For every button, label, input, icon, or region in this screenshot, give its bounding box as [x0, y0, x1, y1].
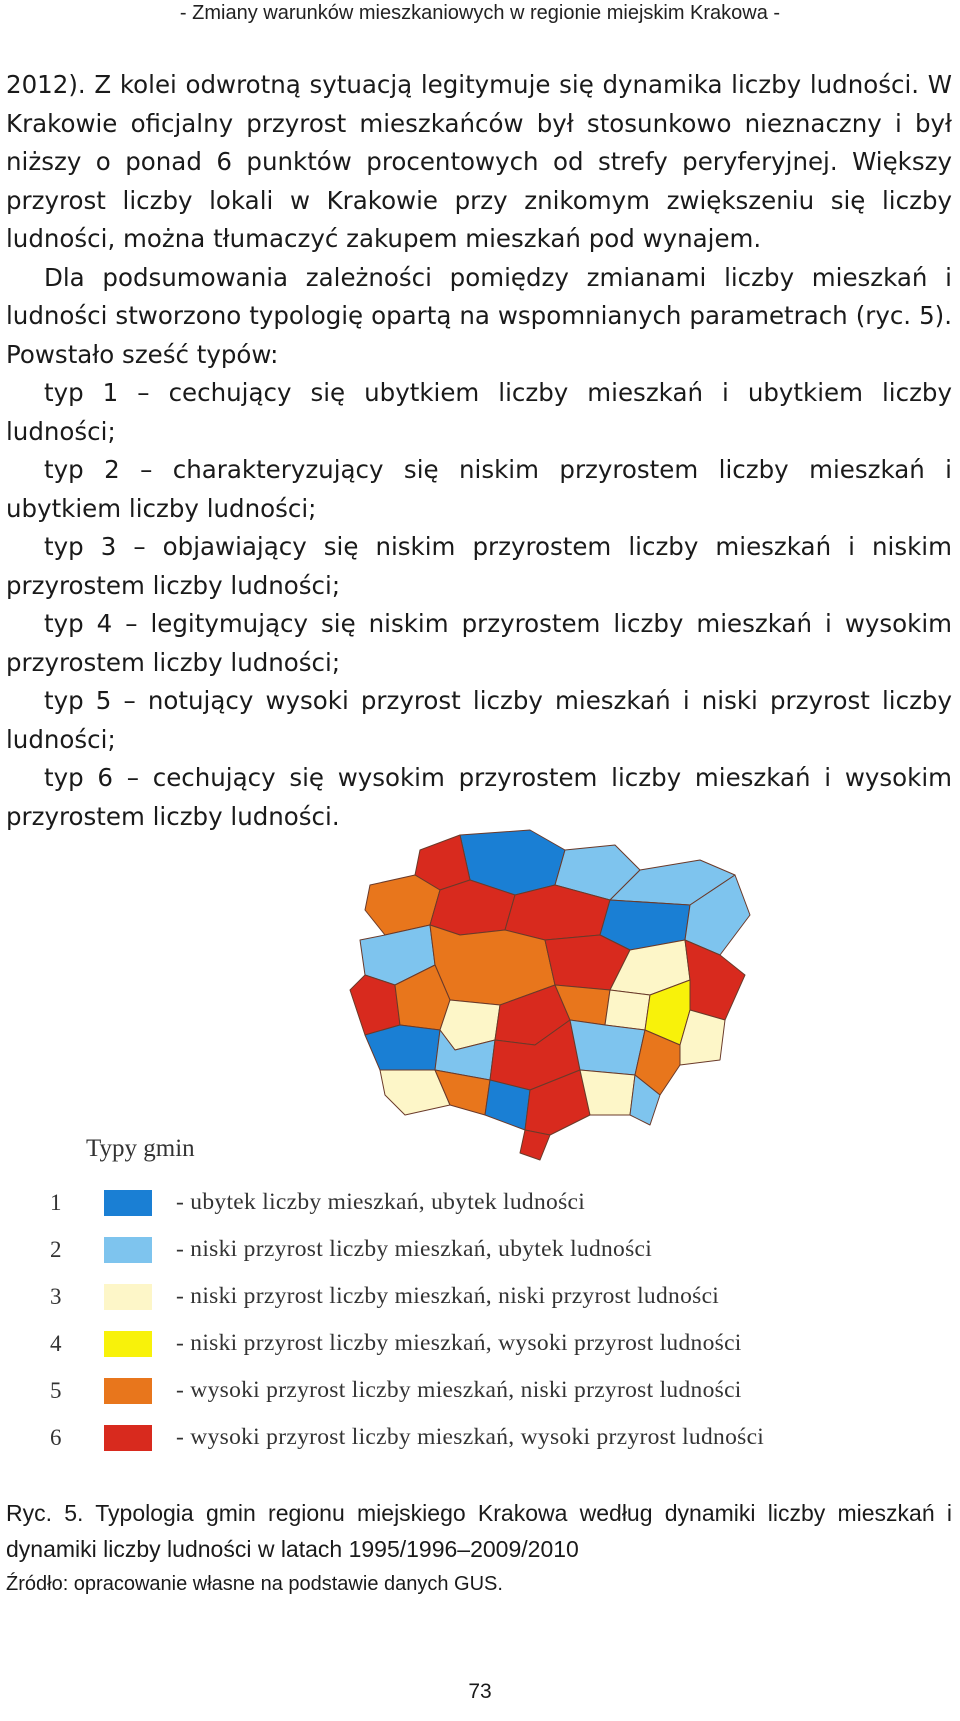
legend-label: - niski przyrost liczby mieszkań, niski przyrost ludności	[176, 1283, 720, 1309]
paragraph: 2012). Z kolei odwrotną sytuacją legitymuje się dynamika liczby ludności. W Krakowie oficjalny przyrost mieszkańców był stosunkowo nieznaczny i był niższy o ponad 6 punktów procentowych od strefy peryferyjnej. Większy przyrost liczby lokali w Krakowie przy znikomym zwiększeniu się liczby ludności, można tłumaczyć zakupem mieszkań pod wynajem.	[6, 70, 952, 253]
map-region	[570, 1020, 645, 1075]
map-svg	[340, 815, 780, 1165]
legend-swatch	[104, 1425, 152, 1451]
legend-number: 1	[50, 1189, 62, 1215]
legend-label: - wysoki przyrost liczby mieszkań, niski przyrost ludności	[176, 1377, 742, 1403]
page-number: 73	[468, 1680, 492, 1703]
legend-number: 4	[50, 1330, 62, 1356]
legend-swatch	[104, 1331, 152, 1357]
type-item: typ 6 – cechujący się wysokim przyrostem liczby mieszkań i wysokim przyrostem liczby ludności.	[6, 763, 952, 831]
running-head: - Zmiany warunków mieszkaniowych w regionie miejskim Krakowa -	[179, 2, 781, 24]
type-item: typ 3 – objawiający się niskim przyrostem liczby mieszkań i niskim przyrostem liczby ludności;	[6, 532, 952, 600]
legend-label: - niski przyrost liczby mieszkań, wysoki przyrost ludności	[176, 1330, 742, 1356]
legend-number: 5	[50, 1377, 62, 1403]
body-text	[6, 66, 952, 836]
type-item: typ 1 – cechujący się ubytkiem liczby mieszkań i ubytkiem liczby ludności;	[6, 378, 952, 446]
map-legend	[50, 1135, 880, 1461]
legend-swatch	[104, 1284, 152, 1310]
map-region	[605, 990, 650, 1030]
map-region	[350, 975, 400, 1035]
legend-number: 6	[50, 1424, 62, 1450]
figure-caption: Ryc. 5. Typologia gmin regionu miejskiego Krakowa według dynamiki liczby mieszkań i dynamiki liczby ludności w latach 1995/1996–2009/2010	[6, 1500, 952, 1562]
legend-item	[50, 1179, 880, 1226]
figure-source: Źródło: opracowanie własne na podstawie danych GUS.	[6, 1573, 503, 1595]
legend-number: 2	[50, 1236, 62, 1262]
legend-item	[50, 1414, 880, 1461]
legend-title: Typy gmin	[86, 1135, 195, 1162]
legend-item	[50, 1320, 880, 1367]
legend-item	[50, 1273, 880, 1320]
choropleth-map	[340, 815, 780, 1165]
type-item: typ 2 – charakteryzujący się niskim przyrostem liczby mieszkań i ubytkiem liczby ludności;	[6, 455, 952, 523]
type-item: typ 5 – notujący wysoki przyrost liczby mieszkań i niski przyrost liczby ludności;	[6, 686, 952, 754]
type-item: typ 4 – legitymujący się niskim przyrostem liczby mieszkań i wysokim przyrostem liczby ludności;	[6, 609, 952, 677]
map-region	[580, 1070, 635, 1115]
legend-item	[50, 1367, 880, 1414]
legend-swatch	[104, 1378, 152, 1404]
legend-swatch	[104, 1237, 152, 1263]
legend-label: - wysoki przyrost liczby mieszkań, wysoki przyrost ludności	[176, 1424, 765, 1450]
legend-item	[50, 1226, 880, 1273]
legend-swatch	[104, 1190, 152, 1216]
paragraph: Dla podsumowania zależności pomiędzy zmianami liczby mieszkań i ludności stworzono typologię opartą na wspomnianych parametrach (ryc. 5). Powstało sześć typów:	[6, 262, 952, 369]
legend-label: - niski przyrost liczby mieszkań, ubytek ludności	[176, 1236, 653, 1262]
map-region	[365, 1025, 440, 1070]
legend-label: - ubytek liczby mieszkań, ubytek ludności	[176, 1189, 586, 1215]
legend-number: 3	[50, 1283, 62, 1309]
